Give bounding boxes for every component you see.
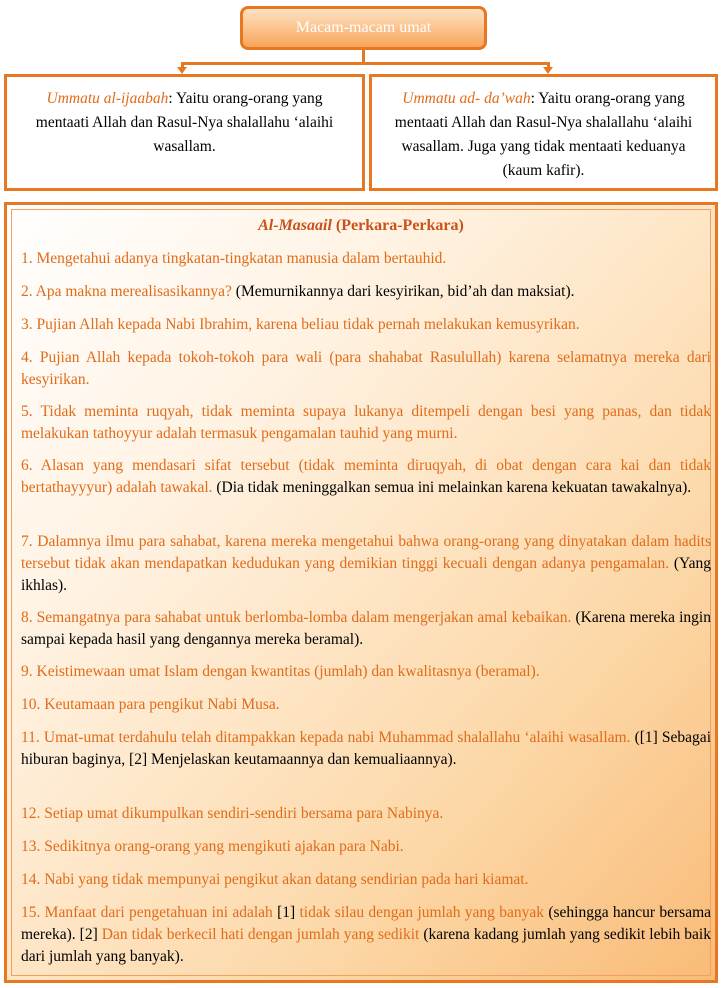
item15-part-f: (karena kadang jumlah yang sedikit lebih baik dari jumlah yang banyak). [21,926,711,965]
item-text-orange: 9. Keistimewaan umat Islam dengan kwantitas (jumlah) dan kwalitasnya (beramal). [21,663,540,680]
item-text-orange: 10. Keutamaan para pengikut Nabi Musa. [21,696,280,713]
item15-part-a: 15. Manfaat dari pengetahuan ini adalah [21,904,278,921]
masaail-title [7,217,715,235]
list-item-14 [21,869,711,891]
diagram-root-box [240,6,487,50]
item15-part-c: tidak silau dengan jumlah yang banyak [295,904,545,921]
item-text-orange: 5. Tidak meminta ruqyah, tidak meminta supaya lukanya ditempeli dengan besi yang panas, dan tidak melakukan tathoyyur adalah termasuk pengamalan tauhid yang murni. [21,403,711,442]
connector-horizontal [181,62,550,65]
definition-text-ijaabah: : Yaitu orang-orang yang mentaati Allah dan Rasul-Nya shalallahu ‘alaihi wasallam. [35,90,334,155]
list-item-2 [21,281,711,303]
item-text-black: ([1] Sebagai hiburan baginya, [2] Menjelaskan keutamaannya dan kemualiaannya). [21,729,711,768]
item-text-black: (Memurnikannya dari kesyirikan, bid’ah dan maksiat). [231,283,575,300]
item15-part-e: Dan tidak berkecil hati dengan jumlah yang sedikit [97,926,420,943]
list-item-10 [21,694,711,716]
item-text-orange: 11. Umat-umat terdahulu telah ditampakkan kepada nabi Muhammad shalallahu ‘alaihi wasallam. [21,729,631,746]
masaail-title-italic: Al-Masaail [258,217,332,234]
item-text-orange: 8. Semangatnya para sahabat untuk berlomba-lomba dalam mengerjakan amal kebaikan. [21,609,572,626]
item15-part-b: [1] [277,904,296,921]
masaail-title-rest: (Perkara-Perkara) [331,217,464,234]
item-text-orange: 6. Alasan yang mendasari sifat tersebut (tidak meminta diruqyah, di obat dengan cara kai dan tidak bertathayyyur) adalah tawakal. [21,457,711,496]
list-item-9 [21,661,711,683]
definition-text-dawah: : Yaitu orang-orang yang mentaati Allah dan Rasul-Nya shalallahu ‘alaihi wasallam. Juga yang tidak mentaati keduanya (kaum kafir). [394,90,693,179]
item-text-black: (Karena mereka ingin sampai kepada hasil yang dengannya mereka beramal). [21,609,711,648]
list-item-12 [21,803,711,825]
root-title: Macam-macam umat [295,19,432,36]
item-text-orange: 12. Setiap umat dikumpulkan sendiri-sendiri bersama para Nabinya. [21,805,444,822]
item-text-orange: 2. Apa makna merealisasikannya? [21,283,232,300]
term-ummatu-al-ijaabah: Ummatu al-ijaabah [46,90,169,107]
list-item-6 [21,455,711,499]
list-item-5 [21,401,711,445]
item-text-orange: 3. Pujian Allah kepada Nabi Ibrahim, karena beliau tidak pernah melakukan kemusyrikan. [21,316,580,333]
item-text-orange: 13. Sedikitnya orang-orang yang mengikuti ajakan para Nabi. [21,838,404,855]
item-text-orange: 1. Mengetahui adanya tingkatan-tingkatan manusia dalam bertauhid. [21,250,447,267]
item-text-orange: 4. Pujian Allah kepada tokoh-tokoh para wali (para shahabat Rasulullah) karena selamatnya mereka dari kesyirikan. [21,349,711,388]
list-item-11 [21,727,711,771]
list-item-1 [21,248,711,270]
arrow-left-icon [177,67,187,74]
item15-part-d: (sehingga hancur bersama mereka). [2] [21,904,712,943]
masaail-box [4,202,718,983]
list-item-7 [21,531,711,597]
item-text-black: (Yang ikhlas). [21,555,712,594]
list-item-3 [21,314,711,336]
list-item-4 [21,347,711,391]
definition-box-ijaabah [4,74,365,191]
item-text-orange: 14. Nabi yang tidak mempunyai pengikut akan datang sendirian pada hari kiamat. [21,871,529,888]
list-item-13 [21,836,711,858]
item-text-black: (Dia tidak meninggalkan semua ini melainkan karena kekuatan tawakalnya). [212,479,692,496]
list-item-8 [21,607,711,651]
item-text-orange: 7. Dalamnya ilmu para sahabat, karena mereka mengetahui bahwa orang-orang yang dinyatakan dalam hadits tersebut tidak akan mendapatkan kedudukan yang demikian tinggi kecuali dengan adanya pengamalan. [21,533,711,572]
term-ummatu-ad-dawah: Ummatu ad- da’wah [402,90,531,107]
arrow-right-icon [543,67,553,74]
list-item-15 [21,902,711,968]
definition-box-dawah [369,74,718,191]
